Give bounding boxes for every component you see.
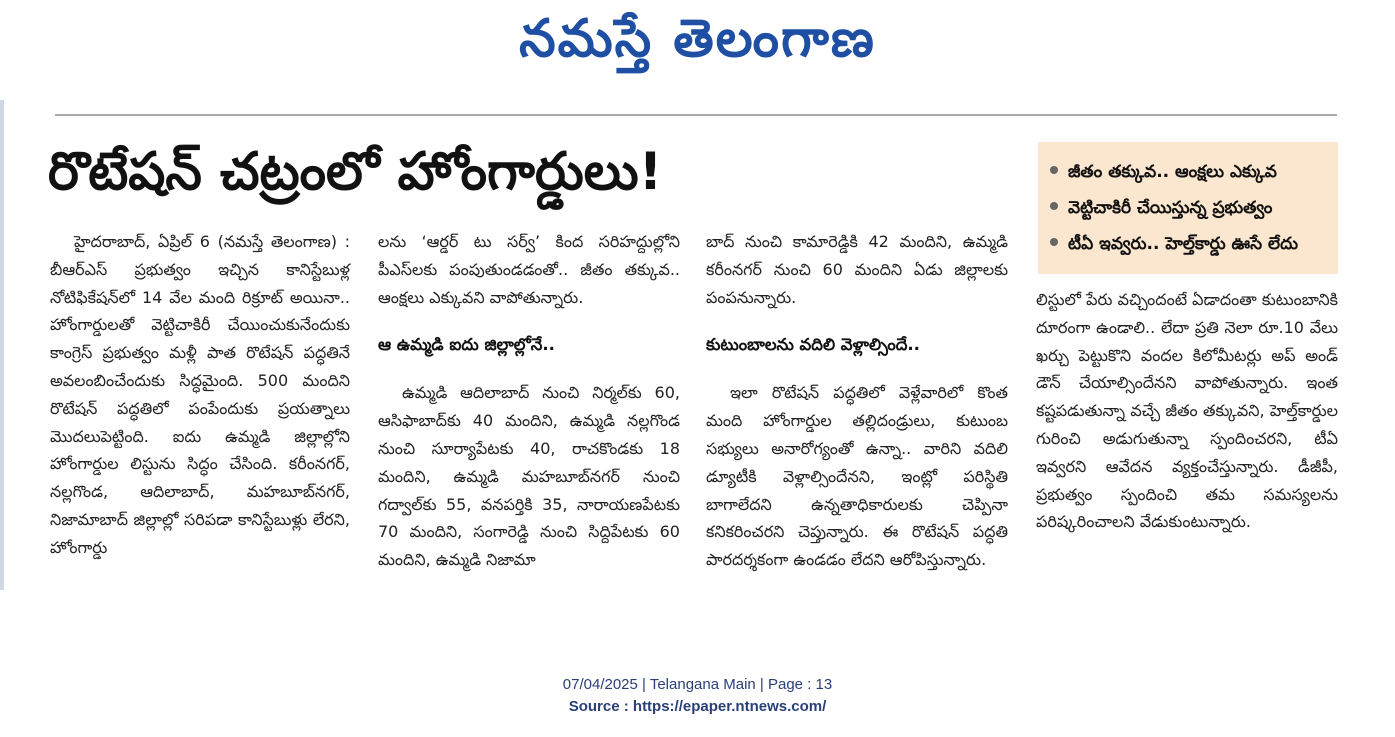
article-paragraph: లిస్టులో పేరు వచ్చిందంటే ఏడాదంతా కుటుంబానికి దూరంగా ఉండాలి.. లేదా ప్రతి నెలా రూ.10 వేలు ఖర్చు పెట్టుకొని వందల కిలోమీటర్లు అప్ అండ్ డౌన్ చేయాల్సిందేనని వాపోతున్నారు. ఇంత కష్టపడుతున్నా వచ్చే జీతం తక్కువని, హెల్త్‌కార్డుల గురించి అడుగుతున్నా స్పందించరని, టీఏ ఇవ్వరని ఆవేదన వ్యక్తంచేస్తున్నారు. డీజీపీ, ప్రభుత్వం స్పందించి తమ సమస్యలను పరిష్కరించాలని వేడుకుంటున్నారు.	[1036, 290, 1338, 532]
article-column-4	[1036, 286, 1338, 536]
highlight-item	[1050, 228, 1335, 260]
article-paragraph: బాద్ నుంచి కామారెడ్డికి 42 మందిని, ఉమ్మడి కరీంనగర్ నుంచి 60 మందిని ఏడు జిల్లాలకు పంపనున్నారు.	[706, 232, 1008, 307]
article-paragraph: ఉమ్మడి ఆదిలాబాద్ నుంచి నిర్మల్‌కు 60, ఆసిఫాబాద్‌కు 40 మందిని, ఉమ్మడి నల్లగొండ నుంచి సూర్యాపేటకు 40, రాచకొండకు 18 మందిని, ఉమ్మడి మహబూబ్‌నగర్ నుంచి గద్వాల్‌కు 55, వనపర్తికి 35, నారాయణపేటకు 70 మందిని, సంగారెడ్డి నుంచి సిద్దిపేటకు 60 మందిని, ఉమ్మడి నిజామా	[378, 383, 680, 570]
bullet-icon	[1050, 202, 1058, 210]
highlight-item	[1050, 156, 1335, 188]
highlights-box	[1038, 142, 1338, 274]
highlight-item	[1050, 192, 1335, 224]
footer-source-link[interactable]: Source : https://epaper.ntnews.com/	[568, 698, 827, 715]
highlight-text: వెట్టిచాకిరీ చేయిస్తున్న ప్రభుత్వం	[1068, 198, 1273, 218]
article-headline: రొటేషన్ చట్రంలో హోంగార్డులు!	[48, 142, 663, 202]
masthead-divider	[55, 114, 1337, 116]
article-subheading: ఆ ఉమ్మడి ఐదు జిల్లాల్లోనే..	[378, 335, 555, 355]
bullet-icon	[1050, 166, 1058, 174]
article-paragraph: ఇలా రొటేషన్ పద్ధతిలో వెళ్లేవారిలో కొంత మంది హోంగార్డుల తల్లిదండ్రులు, కుటుంబ సభ్యులు అనారోగ్యంతో ఉన్నా.. వారిని వదిలి డ్యూటీకి వెళ్లాల్సిందేనని, ఇంట్లో పరిస్థితి బాగాలేదని ఉన్నతాధికారులకు చెప్పినా కనికరించరని చెప్తున్నారు. ఈ రొటేషన్ పద్ధతి పారదర్శకంగా ఉండడం లేదని ఆరోపిస్తున్నారు.	[706, 383, 1008, 570]
article-paragraph: హైదరాబాద్, ఏప్రిల్ 6 (నమస్తే తెలంగాణ) : బీఆర్ఎస్ ప్రభుత్వం ఇచ్చిన కానిస్టేబుళ్ల నోటిఫికేషన్‌లో 14 వేల మంది రిక్రూట్ అయినా.. హోంగార్డులతో వెట్టిచాకిరీ చేయించుకునేందుకు కాంగ్రెస్ ప్రభుత్వం మళ్లీ పాత రొటేషన్ పద్ధతినే అవలంబించేందుకు సిద్ధమైంది. 500 మందిని రొటేషన్ పద్ధతిలో పంపేందుకు ప్రయత్నాలు మొదలుపెట్టింది. ఐదు ఉమ్మడి జిల్లాల్లోని హోంగార్డుల లిస్టును సిద్ధం చేసింది. కరీంనగర్, నల్లగొండ, ఆదిలాబాద్, మహబూబ్‌నగర్, నిజామాబాద్ జిల్లాల్లో సరిపడా కానిస్టేబుళ్లు లేరని, హోంగార్డు	[50, 232, 350, 557]
page-left-edge	[0, 100, 4, 590]
article-paragraph: లను ‘ఆర్డర్ టు సర్వ్’ కింద సరిహద్దుల్లోని పీఎస్‌లకు పంపుతుండడంతో.. జీతం తక్కువ.. ఆంక్షలు ఎక్కువని వాపోతున్నారు.	[378, 232, 680, 307]
highlight-text: టీఏ ఇవ్వరు.. హెల్త్‌కార్డు ఊసే లేదు	[1068, 234, 1298, 254]
newspaper-masthead: నమస్తే తెలంగాణ	[519, 8, 876, 69]
bullet-icon	[1050, 238, 1058, 246]
article-subheading: కుటుంబాలను వదిలి వెళ్లాల్సిందే..	[706, 335, 920, 355]
footer-edition-info: 07/04/2025 | Telangana Main | Page : 13	[562, 676, 833, 693]
article-column-1	[50, 228, 350, 562]
article-column-3	[706, 228, 1008, 574]
article-column-2	[378, 228, 680, 574]
highlight-text: జీతం తక్కువ.. ఆంక్షలు ఎక్కువ	[1068, 162, 1277, 182]
